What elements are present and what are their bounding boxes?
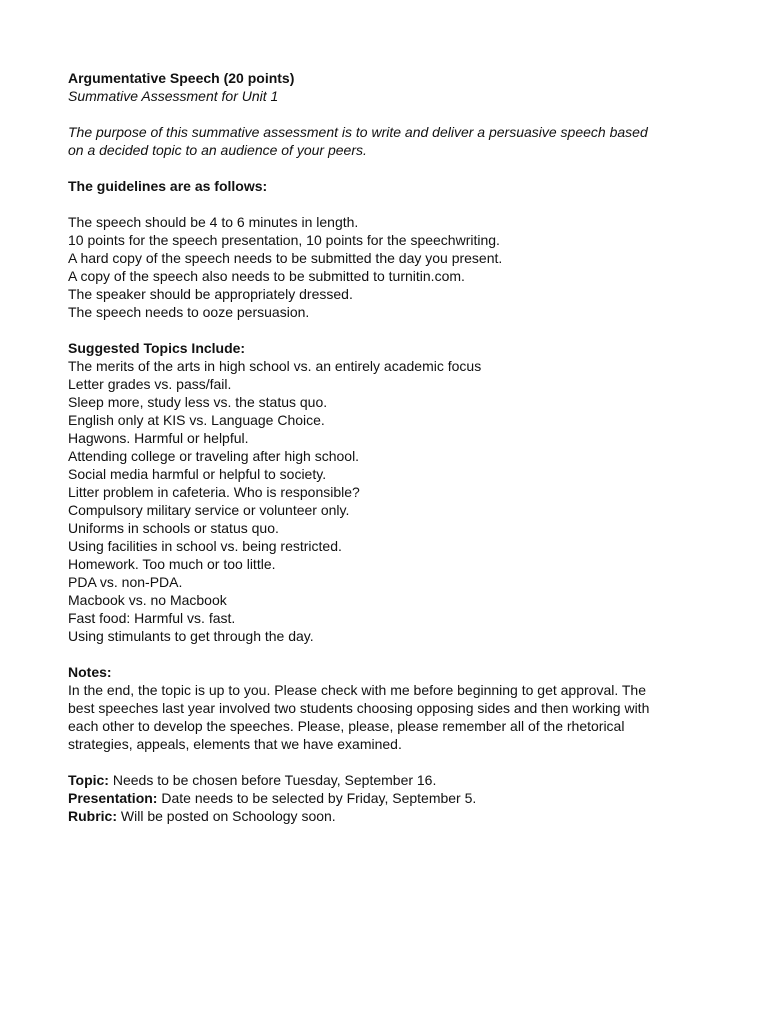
document-content [68, 69, 718, 825]
topic-item: Using stimulants to get through the day. [68, 628, 314, 644]
deadline-rubric [68, 807, 718, 825]
notes-paragraph [68, 681, 718, 753]
guidelines-list [68, 213, 718, 321]
deadline-text: Will be posted on Schoology soon. [117, 808, 336, 824]
deadline-presentation [68, 789, 718, 807]
topic-item: Fast food: Harmful vs. fast. [68, 610, 236, 626]
guideline-item: The speech needs to ooze persuasion. [68, 304, 310, 320]
spacer [68, 105, 718, 123]
guideline-item: The speaker should be appropriately dressed. [68, 286, 353, 302]
spacer [68, 753, 718, 771]
guideline-item: A copy of the speech also needs to be submitted to turnitin.com. [68, 268, 465, 284]
purpose-line: on a decided topic to an audience of your peers. [68, 142, 367, 158]
topic-item: Uniforms in schools or status quo. [68, 520, 279, 536]
guideline-item: A hard copy of the speech needs to be submitted the day you present. [68, 250, 503, 266]
guideline-item: 10 points for the speech presentation, 10 points for the speechwriting. [68, 232, 500, 248]
topic-item: Social media harmful or helpful to society. [68, 466, 327, 482]
deadline-topic [68, 771, 718, 789]
spacer [68, 321, 718, 339]
notes-line: best speeches last year involved two students choosing opposing sides and then working with [68, 700, 650, 716]
topic-item: Litter problem in cafeteria. Who is responsible? [68, 484, 360, 500]
topic-item: Hagwons. Harmful or helpful. [68, 430, 249, 446]
document-title: Argumentative Speech (20 points) [68, 70, 295, 86]
spacer [68, 195, 718, 213]
topic-item: The merits of the arts in high school vs. an entirely academic focus [68, 358, 482, 374]
topic-item: Attending college or traveling after high school. [68, 448, 360, 464]
topics-heading: Suggested Topics Include: [68, 340, 246, 356]
topic-item: Homework. Too much or too little. [68, 556, 276, 572]
topic-item: Using facilities in school vs. being restricted. [68, 538, 342, 554]
topic-item: English only at KIS vs. Language Choice. [68, 412, 325, 428]
guidelines-heading: The guidelines are as follows: [68, 178, 268, 194]
topic-item: Letter grades vs. pass/fail. [68, 376, 232, 392]
deadline-label: Topic: [68, 772, 109, 788]
topic-item: Sleep more, study less vs. the status quo. [68, 394, 328, 410]
topic-item: PDA vs. non-PDA. [68, 574, 183, 590]
topic-item: Compulsory military service or volunteer only. [68, 502, 350, 518]
topics-list [68, 357, 718, 645]
deadline-text: Needs to be chosen before Tuesday, September 16. [108, 772, 437, 788]
deadlines-list [68, 771, 718, 825]
spacer [68, 159, 718, 177]
spacer [68, 645, 718, 663]
topic-item: Macbook vs. no Macbook [68, 592, 227, 608]
deadline-text: Date needs to be selected by Friday, September 5. [157, 790, 477, 806]
notes-line: each other to develop the speeches. Please, please, please remember all of the rhetorical [68, 718, 625, 734]
notes-line: strategies, appeals, elements that we have examined. [68, 736, 402, 752]
guideline-item: The speech should be 4 to 6 minutes in length. [68, 214, 359, 230]
notes-heading: Notes: [68, 664, 112, 680]
deadline-label: Presentation: [68, 790, 158, 806]
purpose-line: The purpose of this summative assessment is to write and deliver a persuasive speech based [68, 124, 648, 140]
notes-line: In the end, the topic is up to you. Please check with me before beginning to get approval. The [68, 682, 646, 698]
deadline-label: Rubric: [68, 808, 117, 824]
document-subtitle: Summative Assessment for Unit 1 [68, 88, 279, 104]
